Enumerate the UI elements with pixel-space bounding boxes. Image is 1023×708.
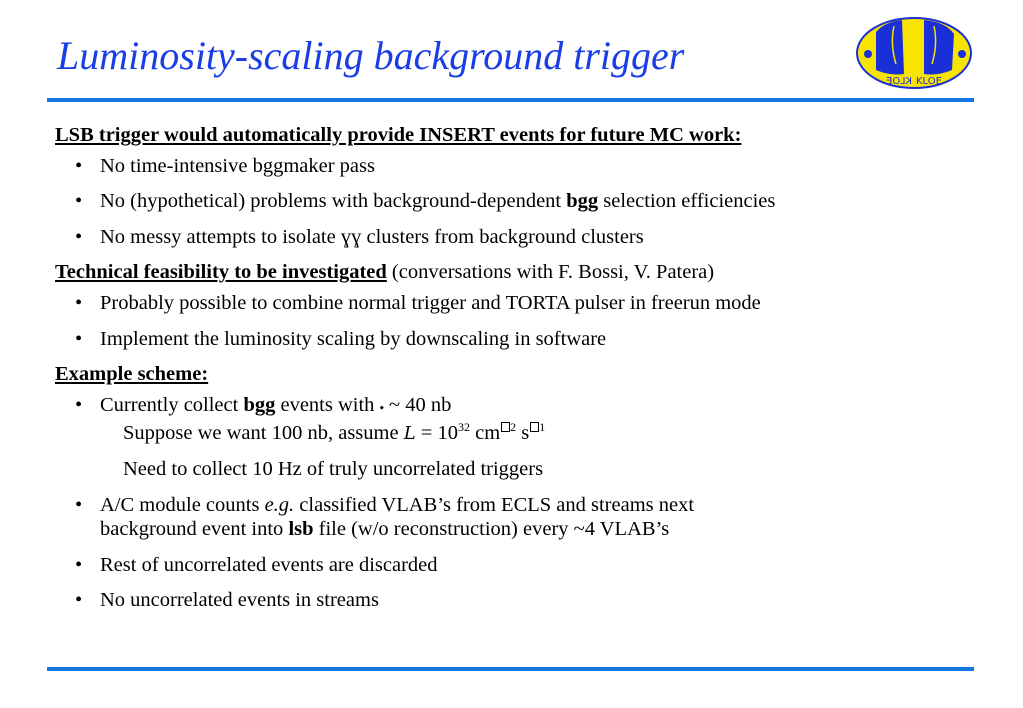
kloe-logo xyxy=(854,14,974,92)
list-item: • Probably possible to combine normal trigger and TORTA pulser in freerun mode xyxy=(75,291,761,314)
section2-heading: Technical feasibility to be investigated (conversations with F. Bossi, V. Patera) xyxy=(55,261,715,284)
missing-glyph-icon xyxy=(530,422,539,432)
section1-list xyxy=(55,154,975,250)
logo-text: KLOE xyxy=(916,76,942,87)
sub-line-rate: Need to collect 10 Hz of truly uncorrelated triggers xyxy=(123,457,544,480)
missing-glyph-icon xyxy=(501,422,510,432)
logo-text-mirror: KLOE xyxy=(886,76,912,87)
bullet: • xyxy=(75,393,83,416)
section2-list xyxy=(55,291,975,351)
list-item: • No (hypothetical) problems with background-dependent bgg selection efficiencies xyxy=(75,190,776,213)
bullet: • xyxy=(75,589,83,612)
bullet: • xyxy=(75,553,83,576)
list-item: • No messy attempts to isolate ɣɣ clusters from background clusters xyxy=(75,225,644,248)
sub-line-luminosity: Suppose we want 100 nb, assume $L = 10^{32}$ cm $^2$ s $^1$ xyxy=(123,420,546,445)
bullet: • xyxy=(75,327,83,350)
list-item: • Currently collect bgg events with ⬩ ~ 40 nb xyxy=(75,393,452,416)
list-item: • A/C module counts e.g. classified VLAB’s from ECLS and streams next background event into lsb file (w/o reconstruction) every ~4 VLAB’s xyxy=(75,493,695,541)
list-item: • No time-intensive bggmaker pass xyxy=(75,154,375,177)
section3-list-2 xyxy=(55,493,975,613)
list-item: • Rest of uncorrelated events are discarded xyxy=(75,553,438,576)
section3-list xyxy=(55,393,975,418)
luminosity-symbol: L xyxy=(403,423,416,445)
section3-heading: Example scheme: xyxy=(55,363,209,386)
section1-heading: LSB trigger would automatically provide INSERT events for future MC work: xyxy=(55,124,742,146)
bullet: • xyxy=(75,291,83,314)
slide-content xyxy=(55,123,975,624)
gamma-gamma-symbol: ɣɣ xyxy=(340,225,362,248)
list-item: • Implement the luminosity scaling by downscaling in software xyxy=(75,327,607,350)
bullet: • xyxy=(75,190,83,213)
sigma-symbol: ⬩ xyxy=(379,399,384,414)
bullet: • xyxy=(75,154,83,177)
list-item: • No uncorrelated events in streams xyxy=(75,589,379,612)
bullet: • xyxy=(75,225,83,248)
slide-title: Luminosity-scaling background trigger xyxy=(57,33,685,78)
top-rule xyxy=(47,98,974,102)
bottom-rule xyxy=(47,667,974,671)
bullet: • xyxy=(75,493,83,516)
